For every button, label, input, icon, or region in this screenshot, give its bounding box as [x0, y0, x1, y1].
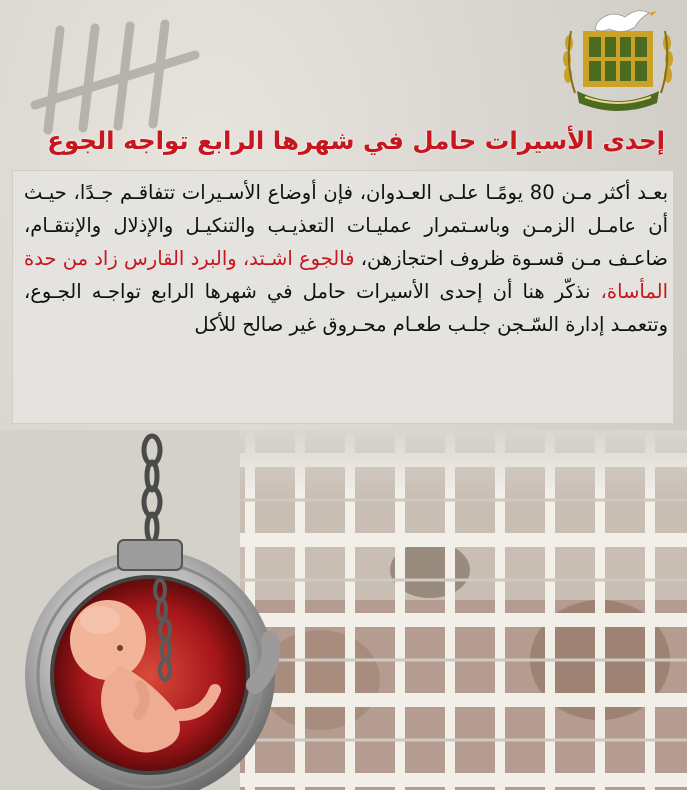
handcuff-fetus-illustration	[0, 430, 687, 790]
dove-emblem-logo	[557, 3, 679, 115]
body-part-2: نذكّر هنا أن إحدى الأسيرات حامل في شهرها الرابع تواجـه الجـوع، وتتعمـد إدارة السّـجن جلـب طعـام محـروق غير صالح للأكل	[24, 280, 668, 336]
body-highlight: فالجوع اشـتد، والبرد القارس زاد من حدة المأساة،	[24, 247, 669, 303]
article-body	[24, 176, 668, 341]
headline: إحدى الأسيرات حامل في شهرها الرابع تواجه الجوع	[47, 126, 665, 155]
body-part-1: بعـد أكثر مـن 80 يومًـا علـى العـدوان، فإن أوضاع الأسـيرات تتفاقـم جـدًا، حيـث أن عامـل الزمـن وباسـتمرار عمليـات التعذيـب والتنكيـل والإذلال والإنتقـام، ضاعـف مـن قسـوة ظروف احتجازهن،	[24, 181, 668, 270]
